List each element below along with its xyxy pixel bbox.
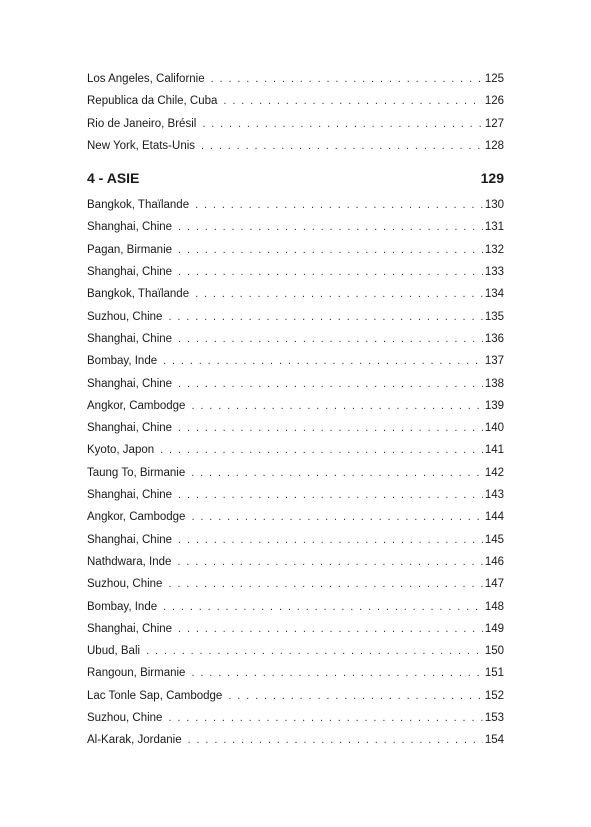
dot-leader <box>223 90 482 112</box>
toc-entry <box>87 685 504 707</box>
dot-leader <box>202 113 483 135</box>
toc-entry <box>87 328 504 350</box>
dot-leader <box>178 373 483 395</box>
toc-entry-page-number: 153 <box>484 712 504 725</box>
toc-entry <box>87 350 504 372</box>
toc-entry-page-number: 128 <box>484 139 504 152</box>
toc-entry-title: Bangkok, Thaïlande <box>87 199 190 212</box>
dot-leader <box>211 68 483 90</box>
toc-entry-page-number: 140 <box>484 422 504 435</box>
toc-entry-page-number: 132 <box>484 243 504 256</box>
toc-entry <box>87 462 504 484</box>
toc-entry-page-number: 147 <box>484 578 504 591</box>
dot-leader <box>188 729 483 751</box>
toc-entry <box>87 484 504 506</box>
toc-entry-title: Shanghai, Chine <box>87 377 173 390</box>
toc-entry <box>87 194 504 216</box>
toc-entry-title: Lac Tonle Sap, Cambodge <box>87 689 223 702</box>
toc-entry-title: New York, Etats-Unis <box>87 139 196 152</box>
toc-entry-title: Republica da Chile, Cuba <box>87 95 218 108</box>
toc-entry <box>87 551 504 573</box>
dot-leader <box>191 506 482 528</box>
toc-entry <box>87 239 504 261</box>
toc-entry <box>87 68 504 90</box>
toc-entry-page-number: 141 <box>484 444 504 457</box>
toc-entry-page-number: 127 <box>484 117 504 130</box>
toc-entry-page-number: 142 <box>484 466 504 479</box>
toc-entry-title: Los Angeles, Californie <box>87 73 205 85</box>
dot-leader <box>178 261 483 283</box>
toc-entry-title: Bombay, Inde <box>87 600 158 613</box>
toc-entry-title: Suzhou, Chine <box>87 310 163 323</box>
dot-leader <box>160 439 483 461</box>
section-title: 4 - ASIE <box>87 170 140 187</box>
toc-entry <box>87 395 504 417</box>
toc-entry-page-number: 126 <box>484 95 504 108</box>
toc-entry-title: Taung To, Birmanie <box>87 466 186 479</box>
toc-entry-page-number: 139 <box>484 399 504 412</box>
toc-entry-title: Shanghai, Chine <box>87 221 173 234</box>
toc-entry-title: Nathdwara, Inde <box>87 555 172 568</box>
toc-entry-title: Angkor, Cambodge <box>87 511 186 524</box>
toc-entry-title: Angkor, Cambodge <box>87 399 186 412</box>
dot-leader <box>146 640 483 662</box>
dot-leader <box>178 216 483 238</box>
toc-entry-page-number: 138 <box>484 377 504 390</box>
toc-entry <box>87 261 504 283</box>
dot-leader <box>168 707 482 729</box>
toc-entry-title: Kyoto, Japon <box>87 444 155 457</box>
toc-entry-title: Suzhou, Chine <box>87 712 163 725</box>
toc-entry <box>87 113 504 135</box>
dot-leader <box>177 551 482 573</box>
toc-entry <box>87 662 504 684</box>
dot-leader <box>191 662 482 684</box>
toc-entry-page-number: 137 <box>484 355 504 368</box>
toc-entry-page-number: 148 <box>484 600 504 613</box>
toc-entry-page-number: 149 <box>484 622 504 635</box>
toc-entry-title: Rangoun, Birmanie <box>87 667 186 680</box>
toc-entry <box>87 216 504 238</box>
dot-leader <box>178 529 483 551</box>
toc-entry <box>87 135 504 157</box>
toc-entry <box>87 90 504 112</box>
toc-entry-title: Al-Karak, Jordanie <box>87 734 182 747</box>
toc-entry-page-number: 154 <box>484 734 504 747</box>
section-page-number: 129 <box>480 170 504 187</box>
dot-leader <box>178 484 483 506</box>
dot-leader <box>178 239 483 261</box>
toc-entry-page-number: 145 <box>484 533 504 546</box>
toc-entry-page-number: 135 <box>484 310 504 323</box>
toc-entry <box>87 596 504 618</box>
toc-entry-title: Pagan, Birmanie <box>87 243 173 256</box>
toc-entry <box>87 618 504 640</box>
dot-leader <box>163 350 483 372</box>
dot-leader <box>163 596 483 618</box>
toc-entry-title: Suzhou, Chine <box>87 578 163 591</box>
toc-entry-title: Shanghai, Chine <box>87 266 173 279</box>
toc-entry-page-number: 150 <box>484 645 504 658</box>
dot-leader <box>228 685 482 707</box>
dot-leader <box>195 283 483 305</box>
toc-entry <box>87 417 504 439</box>
toc-entry-title: Shanghai, Chine <box>87 332 173 345</box>
toc-entry <box>87 373 504 395</box>
toc-entry-title: Shanghai, Chine <box>87 622 173 635</box>
toc-entry <box>87 729 504 751</box>
toc-entry-title: Bombay, Inde <box>87 355 158 368</box>
toc-entry-page-number: 125 <box>484 73 504 85</box>
toc-entry-page-number: 144 <box>484 511 504 524</box>
toc-section-entries <box>87 194 504 751</box>
toc-entry-page-number: 131 <box>484 221 504 234</box>
section-heading <box>87 167 504 189</box>
dot-leader <box>178 328 483 350</box>
toc-entry <box>87 506 504 528</box>
toc-entry-title: Shanghai, Chine <box>87 533 173 546</box>
toc-entry-page-number: 130 <box>484 199 504 212</box>
toc-entry <box>87 707 504 729</box>
toc-entry-page-number: 143 <box>484 489 504 502</box>
toc-entry-page-number: 152 <box>484 689 504 702</box>
toc-entry-page-number: 133 <box>484 266 504 279</box>
toc-pre-entries <box>87 68 504 157</box>
dot-leader <box>178 417 483 439</box>
toc-entry-page-number: 151 <box>484 667 504 680</box>
table-of-contents <box>87 68 504 752</box>
toc-entry <box>87 573 504 595</box>
toc-entry-title: Bangkok, Thaïlande <box>87 288 190 301</box>
toc-entry-title: Shanghai, Chine <box>87 489 173 502</box>
toc-entry-title: Rio de Janeiro, Brésil <box>87 117 197 130</box>
toc-entry-title: Shanghai, Chine <box>87 422 173 435</box>
toc-entry <box>87 439 504 461</box>
toc-entry-page-number: 134 <box>484 288 504 301</box>
toc-entry <box>87 529 504 551</box>
toc-entry <box>87 283 504 305</box>
dot-leader <box>168 573 482 595</box>
toc-entry-page-number: 146 <box>484 555 504 568</box>
dot-leader <box>168 306 482 328</box>
dot-leader <box>191 462 483 484</box>
toc-entry <box>87 640 504 662</box>
toc-entry-page-number: 136 <box>484 332 504 345</box>
dot-leader <box>201 135 483 157</box>
toc-entry <box>87 306 504 328</box>
dot-leader <box>178 618 483 640</box>
dot-leader <box>191 395 482 417</box>
toc-entry-title: Ubud, Bali <box>87 645 141 658</box>
dot-leader <box>195 194 483 216</box>
